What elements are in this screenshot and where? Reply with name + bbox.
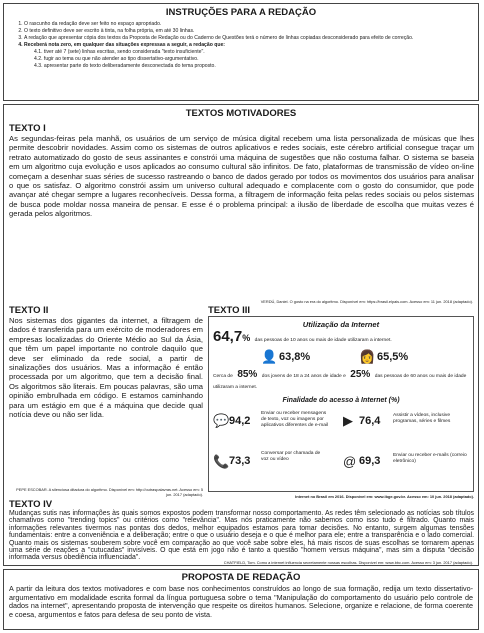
age-usage-stat: [213, 369, 471, 391]
texto-2-body: Nos sistemas dos gigantes da internet, a filtragem de dados é transferida para um exército de moderadores em empresas localizadas do Oriente Médio ao Sul da Ásia, que têm um papel importante no controle daquilo que deve ser eliminado da rede social, a partir de sinalizações dos usuários. Mas a informação é então processada por um algoritmo, que tem a decisão final. Os algoritmos são literais. Em poucas palavras, são uma opinião embrulhada em código. E estamos caminhando para um estágio em que é a máquina que decide qual notícia deve ou não ser lida.: [9, 316, 203, 420]
use-email-text: Enviar ou receber e-mails (correio eletrônico): [393, 453, 467, 464]
instructions-list: [10, 21, 472, 49]
instruction-subitem: 4.3. apresentar parte do texto deliberadamente desconectada do tema proposto.: [34, 63, 216, 69]
motivating-texts-title: TEXTOS MOTIVADORES: [185, 108, 297, 119]
instructions-title: INSTRUÇÕES PARA A REDAÇÃO: [165, 7, 317, 18]
texto-3-label: TEXTO III: [208, 305, 251, 316]
young-prefix: Cerca de: [213, 374, 233, 379]
video-player-icon: ▶: [343, 413, 353, 428]
infographic-heading: Utilização da Internet: [302, 320, 380, 329]
texto-4-label: TEXTO IV: [9, 499, 53, 510]
finalidade-heading: Finalidade do acesso à Internet (%): [282, 397, 400, 404]
use-messaging-value: 94,2: [229, 415, 251, 427]
use-video-text: Assistir a vídeos, inclusive programas, séries e filmes: [393, 413, 451, 424]
overall-usage-value: 64,7: [213, 328, 243, 345]
proposal-box: [3, 569, 479, 630]
texto-1-source: VERDÚ, Daniel. O gosto na era do algoritmo. Disponível em: https://brasil.elpais.com. Acesso em: 11 jun. 2018 (adaptado).: [260, 299, 473, 304]
proposal-title: PROPOSTA DE REDAÇÃO: [181, 572, 301, 583]
old-usage-value: 25%: [350, 369, 371, 380]
overall-usage-unit: %: [242, 333, 251, 343]
use-video-value: 76,4: [359, 415, 381, 427]
chat-bubble-icon: 💬: [213, 413, 230, 428]
instruction-item: 4. Receberá nota zero, em qualquer das situações expressas a seguir, a redação que:: [24, 42, 472, 49]
instruction-subitem: 4.1. tiver até 7 (sete) linhas escritas, sendo considerada "texto insuficiente".: [34, 49, 205, 55]
young-usage-text: dos jovens de 18 a 24 anos de idade e: [261, 374, 346, 379]
phone-call-icon: 📞: [213, 454, 230, 469]
female-icon: 👩: [359, 349, 376, 364]
texto-1-label: TEXTO I: [9, 123, 46, 134]
old-usage-text: das pessoas de 60 anos ou mais de idade utilizaram a internet.: [213, 374, 467, 390]
motivating-texts-box: [3, 104, 479, 566]
use-call-value: 73,3: [229, 455, 251, 467]
texto-4-source: CHATFIELD, Tom. Como a internet influencia secretamente nossas escolhas. Disponível em: www.bbc.com. Acesso em: 3 jun. 2017 (adaptado).: [223, 560, 473, 565]
instruction-sublist: [10, 49, 472, 70]
texto-2-source: PEPE ESCOBAR. A silenciosa ditadura do algoritmo. Disponível em: http://outraspalavras.net. Acesso em: 5 jun. 2017 (adaptado).: [16, 487, 203, 497]
overall-usage-text: das pessoas de 10 anos ou mais de idade utilizaram a internet.: [254, 338, 392, 343]
instruction-item: 1. O rascunho da redação deve ser feito no espaço apropriado.: [24, 21, 472, 28]
female-usage-value: 65,5%: [377, 351, 409, 363]
male-usage-value: 63,8%: [279, 351, 311, 363]
use-call-text: Conversar por chamada de voz ou vídeo: [261, 451, 321, 462]
instructions-box: [3, 3, 479, 101]
texto-4-body: Mudanças sutis nas informações às quais somos expostos podem transformar nosso comportamento. As redes têm selecionado as notícias sob títulos chamativos como "trending topics" ou critérios como "relevância". Mas nós praticamente não sabemos como isso tudo é filtrado. Quanto mais informações relevantes tivermos nas pontas dos dedos, melhor equipados estamos para tomar decisões. No entanto, surgem algumas tensões fundamentais: entre a conveniência e a deliberação; entre o que o usuário deseja e o que é melhor para ele; entre a transparência e o lado comercial. Quanto mais os sistemas souberem sobre você em comparação ao que você sabe sobre eles, há mais riscos de suas escolhas se tornarem apenas uma série de reações a "cutucadas" invisíveis. O que está em jogo não é tanto a questão "homem versus máquina", mas sim a disputa "decisão informada versus obediência influenciada".: [9, 510, 474, 562]
instruction-item: 2. O texto definitivo deve ser escrito à tinta, na folha própria, em até 30 linhas.: [24, 28, 472, 35]
texto-2-label: TEXTO II: [9, 305, 49, 316]
texto-1-body: As segundas-feiras pela manhã, os usuários de um serviço de música digital recebem uma lista personalizada de músicas que lhes permite descobrir novidades. Assim como os sistemas de outros aplicativos e redes sociais, este cérebro artificial consegue traçar um retrato automatizado do gosto de seus assinantes e constrói uma máquina de sugestões que não costuma falhar. O sistema se baseia em um algoritmo cuja evolução e usos aplicados ao consumo cultural são infinitos. De fato, plataformas de transmissão de vídeo on-line começam a desenhar suas séries de sucesso rastreando o banco de dados gerado por todos os movimentos dos usuários para analisar o que os satisfaz. O algoritmo constrói assim um universo cultural adequado e complacente com o gosto do consumidor, que pode avançar até chegar sempre a lugares reconhecíveis. Dessa forma, a filtragem de informação feita pelas redes sociais ou pelos sistemas de busca pode moldar nossa maneira de pensar. E esse é o problema principal: a ilusão de liberdade de escolha que muitas vezes é gerada pelos algoritmos.: [9, 134, 474, 219]
instruction-subitem: 4.2. fugir ao tema ou que não atender ao tipo dissertativo-argumentativo.: [34, 56, 199, 62]
proposal-body: A partir da leitura dos textos motivadores e com base nos conhecimentos construídos ao longo de sua formação, redija um texto dissertativo-argumentativo em modalidade escrita formal da língua portuguesa sobre o tema "Manipulação do comportamento do usuário pelo controle de dados na internet", apresentando proposta de intervenção que respeite os direitos humanos. Selecione, organize e relacione, de forma coerente e coesa, argumentos e fatos para defesa de seu ponto de vista.: [9, 584, 473, 619]
internet-usage-infographic: [208, 316, 474, 492]
instruction-item: 3. A redação que apresentar cópia dos textos da Proposta de Redação ou do Caderno de Questões terá o número de linhas copiadas desconsiderado para efeito de correção.: [24, 35, 472, 42]
overall-usage-stat: [213, 328, 471, 346]
male-icon: 👤: [261, 349, 278, 364]
use-email-value: 69,3: [359, 455, 381, 467]
texto-3-source: Internet no Brasil em 2016. Disponível em: www.ibge.gov.br. Acesso em: 10 jun. 2018 (adaptado).: [295, 494, 474, 499]
young-usage-value: 85%: [237, 369, 258, 380]
email-at-icon: @: [343, 454, 357, 469]
use-messaging-text: Enviar ou receber mensagens de texto, voz ou imagens por aplicativos diferentes de e-mail: [261, 411, 329, 428]
